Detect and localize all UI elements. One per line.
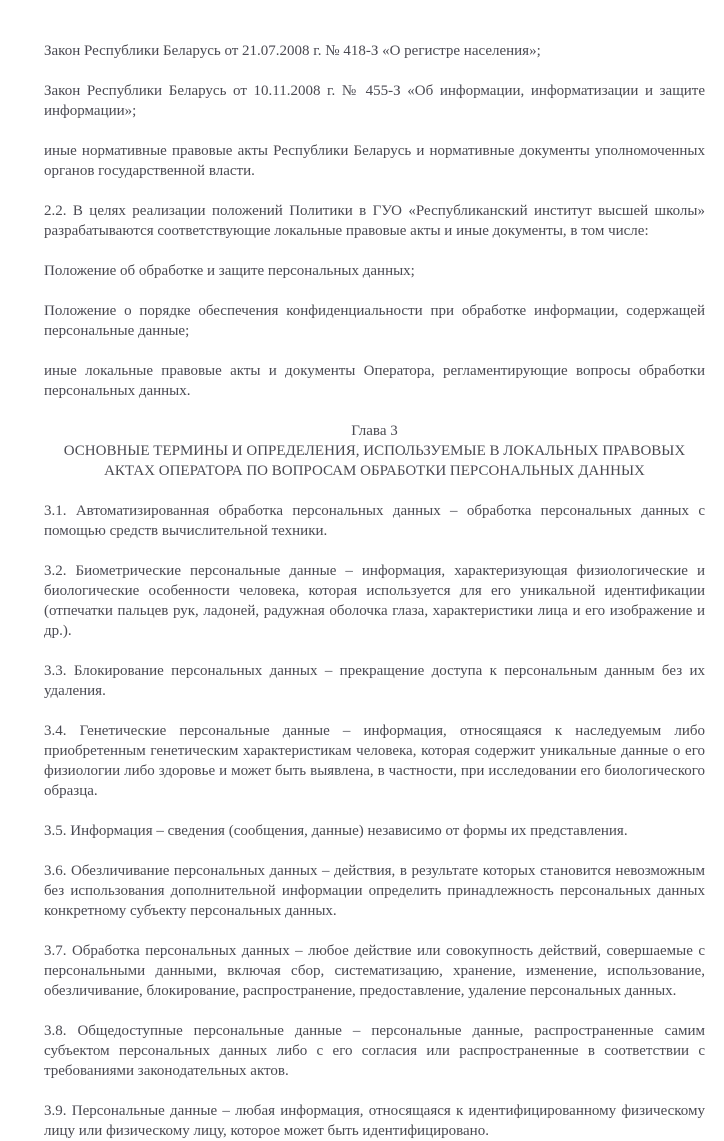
term-3-4-paragraph: 3.4. Генетические персональные данные – информация, относящаяся к наследуемым либо приобретенным генетическим характеристикам человека, которая содержит уникальные данные о его физиологии либо здоровье и может быть выявлена, в частности, при исследовании его биологического образца. [44,723,705,799]
law-reference-paragraph: Закон Республики Беларусь от 10.11.2008 г. № 455-З «Об информации, информатизации и защите информации»; [44,83,705,119]
term-3-2-paragraph: 3.2. Биометрические персональные данные – информация, характеризующая физиологические и биологические особенности человека, которая используется для его уникальной идентификации (отпечатки пальцев рук, ладоней, радужная оболочка глаза, характеристики лица и его изображение и др.). [44,563,705,639]
clause-2-2-paragraph: 2.2. В целях реализации положений Политики в ГУО «Республиканский институт высшей школы» разрабатываются соответствующие локальные правовые акты и иные документы, в том числе: [44,203,705,239]
term-3-3-paragraph: 3.3. Блокирование персональных данных – прекращение доступа к персональным данным без их удаления. [44,663,705,699]
other-acts-paragraph: иные нормативные правовые акты Республики Беларусь и нормативные документы уполномоченных органов государственной власти. [44,143,705,179]
term-3-7-paragraph: 3.7. Обработка персональных данных – любое действие или совокупность действий, совершаемые с персональными данными, включая сбор, систематизацию, хранение, изменение, использование, обезличивание, блокирование, распространение, предоставление, удаление персональных данных. [44,943,705,999]
list-item-paragraph: Положение о порядке обеспечения конфиденциальности при обработке информации, содержащей персональные данные; [44,303,705,339]
chapter-title-line: ОСНОВНЫЕ ТЕРМИНЫ И ОПРЕДЕЛЕНИЯ, ИСПОЛЬЗУЕМЫЕ В ЛОКАЛЬНЫХ ПРАВОВЫХ [63,443,686,459]
term-3-1-paragraph: 3.1. Автоматизированная обработка персональных данных – обработка персональных данных с помощью средств вычислительной техники. [44,503,705,539]
list-item-paragraph: иные локальные правовые акты и документы Оператора, регламентирующие вопросы обработки персональных данных. [44,363,705,399]
law-reference-paragraph: Закон Республики Беларусь от 21.07.2008 г. № 418-З «О регистре населения»; [44,43,541,59]
term-3-5-paragraph: 3.5. Информация – сведения (сообщения, данные) независимо от формы их представления. [44,823,628,839]
term-3-8-paragraph: 3.8. Общедоступные персональные данные – персональные данные, распространенные самим субъектом персональных данных либо с его согласия или распространенные в соответствии с требованиями законодательных актов. [44,1023,705,1079]
term-3-6-paragraph: 3.6. Обезличивание персональных данных – действия, в результате которых становится невозможным без использования дополнительной информации определить принадлежность персональных данных конкретному субъекту персональных данных. [44,863,705,919]
chapter-title-line: АКТАХ ОПЕРАТОРА ПО ВОПРОСАМ ОБРАБОТКИ ПЕРСОНАЛЬНЫХ ДАННЫХ [104,463,645,479]
chapter-label: Глава 3 [351,423,398,439]
list-item-paragraph: Положение об обработке и защите персональных данных; [44,263,415,279]
term-3-9-paragraph: 3.9. Персональные данные – любая информация, относящаяся к идентифицированному физическому лицу или физическому лицу, которое может быть идентифицировано. [44,1103,705,1139]
